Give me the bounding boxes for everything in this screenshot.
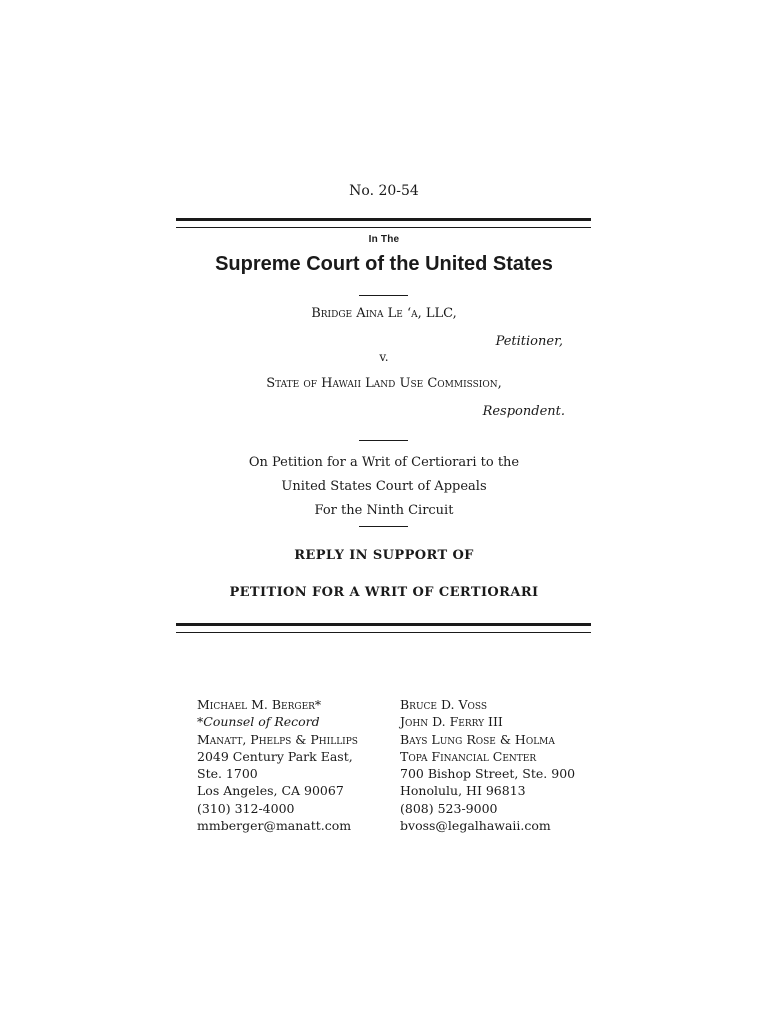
- email-address: bvoss@legalhawaii.com: [400, 818, 551, 834]
- counsel-name: Michael M. Berger*: [197, 697, 322, 712]
- court-prefix: In The: [368, 234, 400, 245]
- address-line: Los Angeles, CA 90067: [197, 783, 344, 799]
- court-name: Supreme Court of the United States: [215, 253, 553, 275]
- document-title-line: REPLY IN SUPPORT OF: [294, 548, 474, 563]
- petition-line: United States Court of Appeals: [281, 479, 487, 494]
- counsel-name: John D. Ferry III: [400, 714, 503, 730]
- email-address: mmberger@manatt.com: [197, 818, 352, 834]
- separator-rule: [359, 526, 408, 527]
- phone-number: (310) 312-4000: [197, 800, 295, 816]
- address-line: Ste. 1700: [197, 766, 258, 782]
- phone-number: (808) 523-9000: [400, 800, 498, 816]
- address-line: Honolulu, HI 96813: [400, 783, 526, 799]
- petition-description: [0, 451, 768, 523]
- separator-rule: [359, 440, 408, 441]
- address-line: 2049 Century Park East,: [197, 748, 353, 764]
- address-line: 700 Bishop Street, Ste. 900: [400, 766, 576, 782]
- petitioner-name: Bridge Aina Le ‘a, LLC,: [311, 306, 457, 321]
- separator-rule: [359, 295, 408, 296]
- petition-line: On Petition for a Writ of Certiorari to the: [248, 455, 520, 470]
- petitioner-role: Petitioner,: [495, 334, 563, 349]
- counsel-name: Bruce D. Voss: [400, 697, 488, 712]
- law-firm-name: Bays Lung Rose & Holma: [400, 731, 555, 747]
- respondent-name: State of Hawaii Land Use Commission,: [266, 376, 502, 391]
- document-title-line: PETITION FOR A WRIT OF CERTIORARI: [229, 585, 539, 600]
- building-name: Topa Financial Center: [400, 748, 537, 764]
- law-firm-name: Manatt, Phelps & Phillips: [197, 731, 358, 747]
- bottom-double-rule: [176, 623, 591, 633]
- versus-label: v.: [379, 350, 389, 364]
- counsel-block-right: [400, 696, 575, 834]
- petition-line: For the Ninth Circuit: [314, 503, 454, 518]
- top-double-rule: [176, 218, 591, 228]
- respondent-role: Respondent.: [482, 404, 565, 419]
- counsel-of-record-note: *Counsel of Record: [197, 714, 320, 730]
- counsel-block-left: [197, 696, 358, 834]
- docket-number: No. 20-54: [349, 183, 419, 199]
